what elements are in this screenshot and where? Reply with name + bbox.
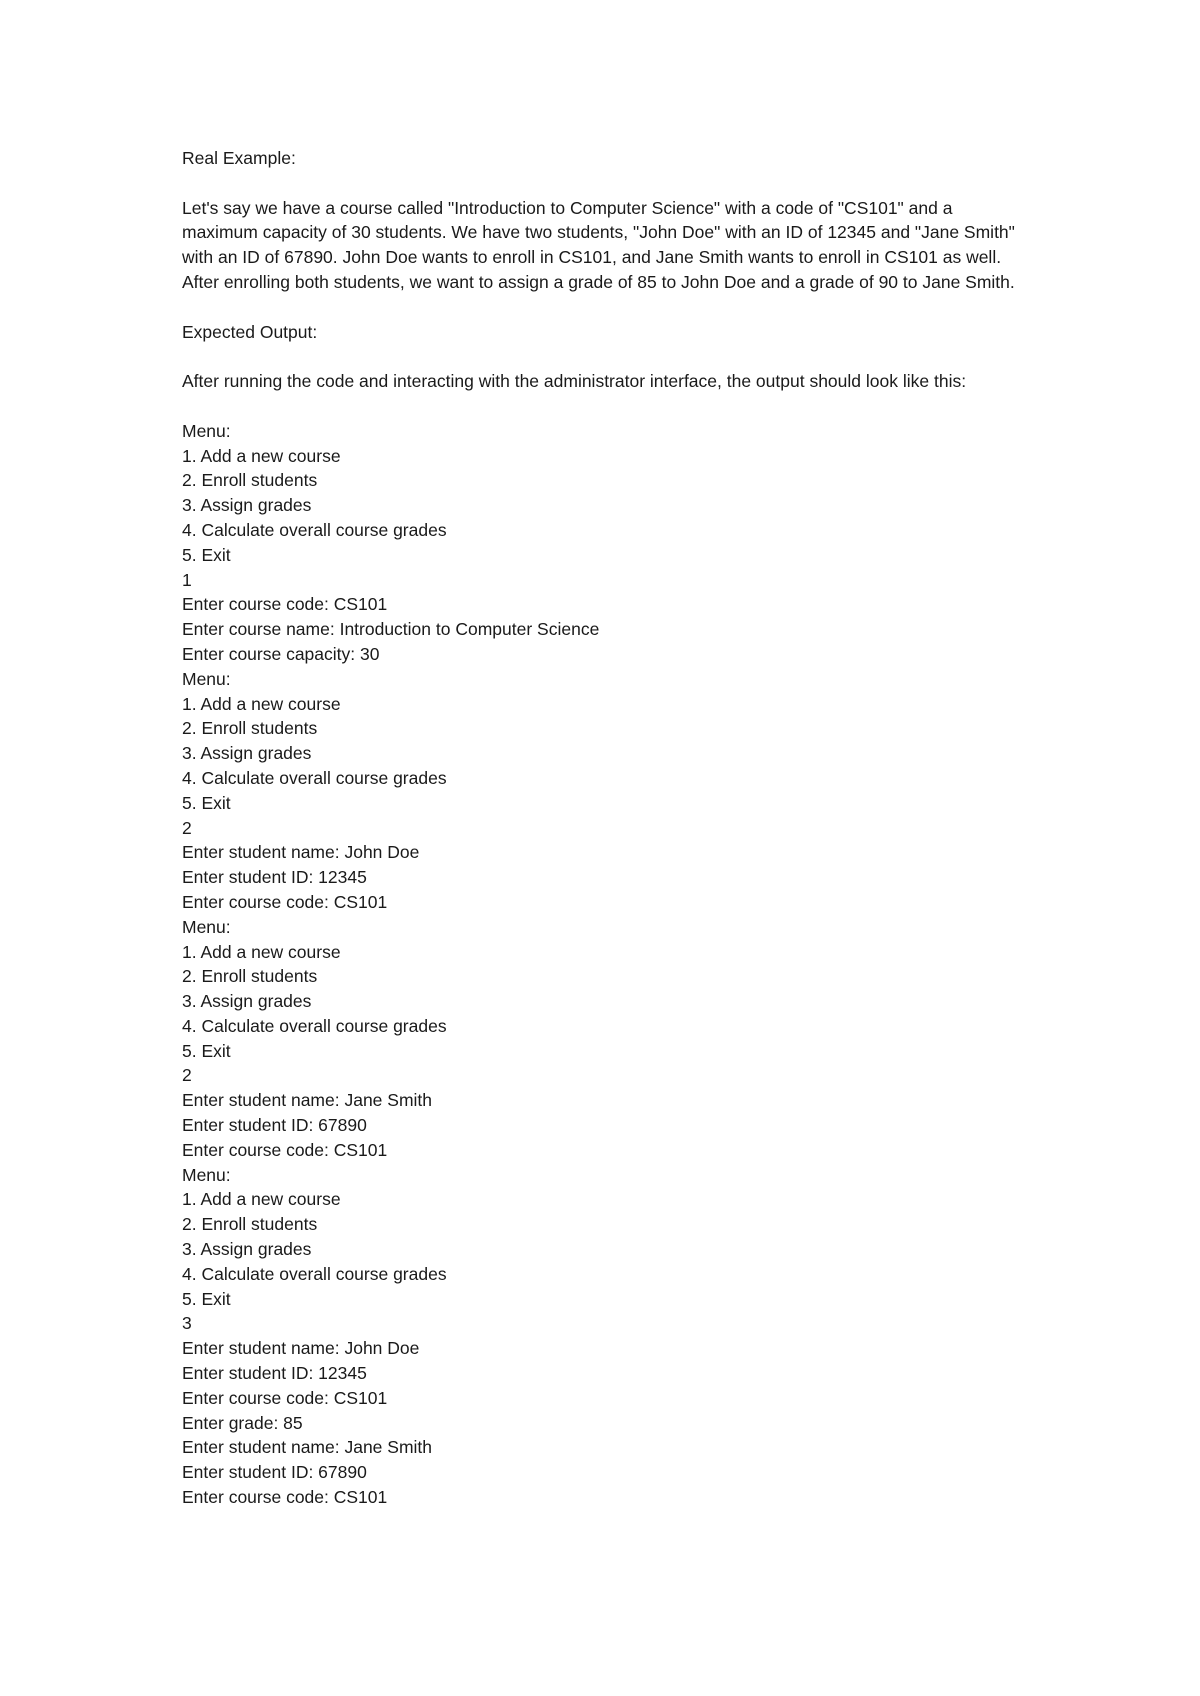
output-line: 5. Exit [182,1040,231,1061]
output-line: 5. Exit [182,792,231,813]
output-line: 4. Calculate overall course grades [182,1015,447,1036]
console-output [182,419,1022,1510]
output-line: 3. Assign grades [182,1239,312,1260]
output-line: Enter course code: CS101 [182,1387,388,1408]
output-line: Enter student ID: 67890 [182,1462,367,1483]
output-line: Enter grade: 85 [182,1412,303,1433]
output-line: Menu: [182,1164,231,1185]
output-line: 1. Add a new course [182,941,341,962]
output-line: 4. Calculate overall course grades [182,1263,447,1284]
output-line: Enter student name: John Doe [182,842,420,863]
output-line: 1 [182,569,192,590]
section-heading-expected-output: Expected Output: [182,321,318,342]
output-line: 3. Assign grades [182,743,312,764]
output-line: Enter student name: Jane Smith [182,1437,432,1458]
output-line: Enter student name: John Doe [182,1338,420,1359]
output-line: 1. Add a new course [182,445,341,466]
output-line: Enter student ID: 12345 [182,1363,367,1384]
section-heading-real-example: Real Example: [182,148,296,168]
output-line: Enter course code: CS101 [182,594,388,615]
expected-output-intro: After running the code and interacting with the administrator interface, the output should look like this: [182,371,967,392]
output-line: 4. Calculate overall course grades [182,767,447,788]
output-line: Enter student ID: 12345 [182,867,367,888]
output-line: 2 [182,1065,192,1086]
output-line: 2. Enroll students [182,966,318,987]
output-line: Enter student name: Jane Smith [182,1090,432,1111]
output-line: Enter course name: Introduction to Computer Science [182,619,600,640]
output-line: Menu: [182,668,231,689]
document-body [182,146,1022,1510]
output-line: 5. Exit [182,544,231,565]
output-line: 1. Add a new course [182,693,341,714]
output-line: Enter course code: CS101 [182,1139,388,1160]
output-line: Enter course code: CS101 [182,1487,388,1508]
output-line: Enter student ID: 67890 [182,1115,367,1136]
output-line: 3. Assign grades [182,991,312,1012]
output-line: 2. Enroll students [182,470,318,491]
output-line: 5. Exit [182,1288,231,1309]
output-line: Enter course code: CS101 [182,891,388,912]
output-line: 2. Enroll students [182,718,318,739]
output-line: 3 [182,1313,192,1334]
output-line: Menu: [182,420,231,441]
output-line: Enter course capacity: 30 [182,643,380,664]
output-line: Menu: [182,916,231,937]
intro-paragraph: Let's say we have a course called "Introduction to Computer Science" with a code of "CS101" and a maximum capacity of 30 students. We have two students, "John Doe" with an ID of 12345 and "Jane Smith" with an ID of 67890. John Doe wants to enroll in CS101, and Jane Smith wants to enroll in CS101 as well. After enrolling both students, we want to assign a grade of 85 to John Doe and a grade of 90 to Jane Smith. [182,197,1015,292]
output-line: 1. Add a new course [182,1189,341,1210]
output-line: 2 [182,817,192,838]
output-line: 3. Assign grades [182,495,312,516]
output-line: 2. Enroll students [182,1214,318,1235]
output-line: 4. Calculate overall course grades [182,519,447,540]
